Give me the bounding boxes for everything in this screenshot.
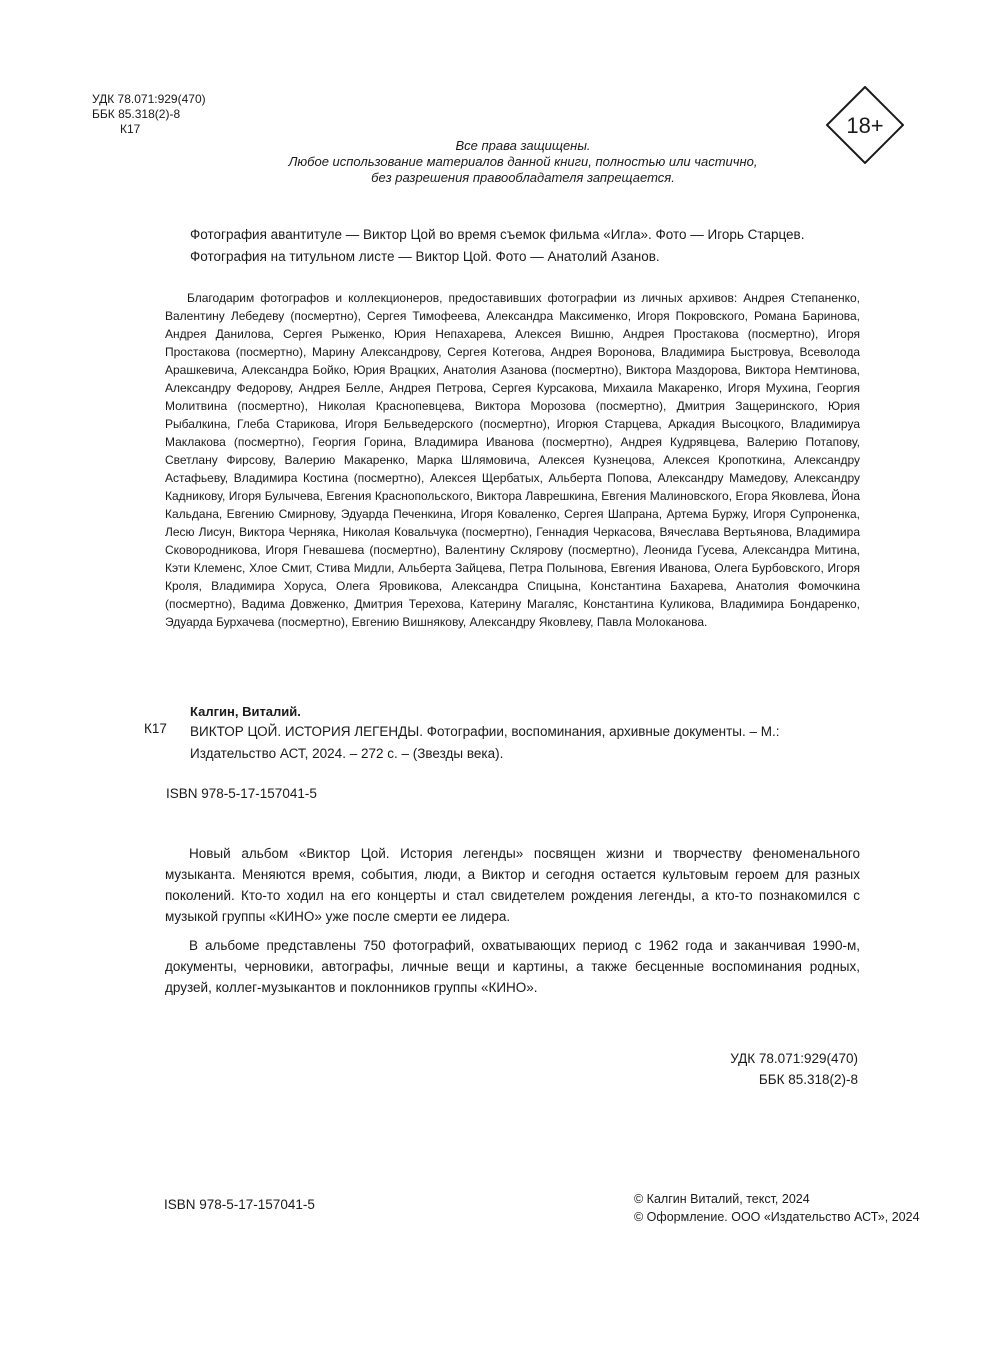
photo-credits: [190, 224, 804, 268]
bibliography-description: ВИКТОР ЦОЙ. ИСТОРИЯ ЛЕГЕНДЫ. Фотографии, воспоминания, архивные документы. – М.: Издательство АСТ, 2024. – 272 с. – (Звезды века).: [190, 724, 780, 761]
photo-credit-line-2: Фотография на титульном листе — Виктор Цой. Фото — Анатолий Азанов.: [190, 249, 660, 264]
age-rating-label: 18+: [846, 113, 884, 138]
bibliography-author: Калгин, Виталий.: [190, 704, 301, 719]
copyright-design: © Оформление. ООО «Издательство АСТ», 2024: [634, 1210, 920, 1224]
age-rating-diamond-icon: [826, 86, 904, 164]
rights-line-2: Любое использование материалов данной книги, полностью или частично,: [288, 154, 758, 169]
annotation-paragraph-2: В альбоме представлены 750 фотографий, охватывающих период с 1962 года и заканчивая 1990-м, документы, черновики, автографы, личные вещи и картины, а также бесценные воспоминания родных, друзей, коллег-музыкантов и поклонников группы «КИНО».: [165, 938, 860, 995]
copyright-text: © Калгин Виталий, текст, 2024: [634, 1192, 810, 1206]
annotation-paragraph-1: Новый альбом «Виктор Цой. История легенды» посвящен жизни и творчеству феноменального музыканта. Меняются время, события, люди, а Виктор и сегодня остается культовым героем для разных поколений. Кто-то ходил на его концерты и стал свидетелем рождения легенды, а кто-то познакомился с музыкой группы «КИНО» уже после смерти ее лидера.: [165, 846, 860, 924]
bottom-udk-code: УДК 78.071:929(470): [730, 1051, 858, 1066]
bottom-classification-codes: [730, 1048, 858, 1090]
bottom-isbn: ISBN 978-5-17-157041-5: [164, 1197, 315, 1212]
author-code: К17: [120, 122, 141, 136]
photo-credit-line-1: Фотография авантитуле — Виктор Цой во время съемок фильма «Игла». Фото — Игорь Старцев.: [190, 227, 805, 242]
bottom-bbk-code: ББК 85.318(2)-8: [758, 1072, 858, 1087]
rights-notice: [250, 138, 796, 186]
rights-line-3: без разрешения правообладателя запрещается.: [371, 170, 675, 185]
isbn: ISBN 978-5-17-157041-5: [166, 786, 317, 801]
copyright-notice: [634, 1190, 920, 1226]
bbk-code: ББК 85.318(2)-8: [92, 107, 181, 121]
age-rating-badge: [826, 86, 904, 164]
top-classification-codes: [92, 92, 206, 137]
rights-line-1: Все права защищены.: [455, 138, 591, 153]
udk-code: УДК 78.071:929(470): [92, 92, 206, 106]
acknowledgements: Благодарим фотографов и коллекционеров, предоставивших фотографии из личных архивов: Андрея Степаненко, Валентину Лебедеву (посмертно), Сергея Тимофеева, Александра Максименко, Игоря Покровского, Романа Баринова, Андрея Данилова, Сергея Рыженко, Юрия Непахарева, Алексея Вишню, Андрея Простакова (посмертно), Игоря Простакова (посмертно), Марину Александрову, Сергея Котегова, Андрея Воронова, Владимира Быстровуа, Всеволода Арашкевича, Александра Бойко, Юрия Врацких, Анатолия Азанова (посмертно), Виктора Маздорова, Виктора Немтинова, Александру Федорову, Андрея Белле, Андрея Петрова, Сергея Курсакова, Михаила Макаренко, Игоря Мухина, Георгия Молитвина (посмертно), Николая Краснопевцева, Виктора Морозова (посмертно), Дмитрия Защеринского, Юрия Рыбалкина, Глеба Старикова, Игоря Бельведерского (посмертно), Игорюя Старцева, Аркадия Высоцкого, Владимируа Маклакова (посмертно), Георгия Горина, Владимира Иванова (посмертно), Андрея Кудрявцева, Валерию Потапову, Светлану Фирсову, Валерию Макаренко, Марка Шлямовича, Алексея Кузнецова, Алексея Кропоткина, Александру Астафьеву, Владимира Костина (посмертно), Алексея Щербатых, Альберта Попова, Александру Мамедову, Александру Кадникову, Игоря Булычева, Евгения Краснопольского, Виктора Лаврешкина, Евгения Малиновского, Егора Яковлева, Йона Кальдана, Евгению Смирнову, Эдуарда Печенкина, Игоря Коваленко, Сергея Шапрана, Артема Буржу, Игоря Супроненка, Лесю Лисун, Виктора Черняка, Николая Ковальчука (посмертно), Геннадия Черкасова, Вячеслава Вертьянова, Владимира Сковородникова, Игоря Гневашева (посмертно), Валентину Склярову (посмертно), Леонида Гусева, Александра Митина, Кэти Клеменс, Хлое Смит, Стива Мидли, Альберта Зайцева, Петра Полынова, Евгения Иванова, Олега Бурбовского, Игоря Кроля, Владимира Хоруса, Олега Яровикова, Александра Спицына, Константина Бахарева, Анатолия Фомочкина (посмертно), Вадима Довженко, Дмитрия Терехова, Катерину Магаляс, Константина Куликова, Владимира Бондаренко, Эдуарда Бурхачева (посмертно), Евгению Вишнякову, Александру Яковлеву, Павла Молоканова.: [165, 291, 860, 629]
bibliography-code: К17: [144, 721, 167, 736]
